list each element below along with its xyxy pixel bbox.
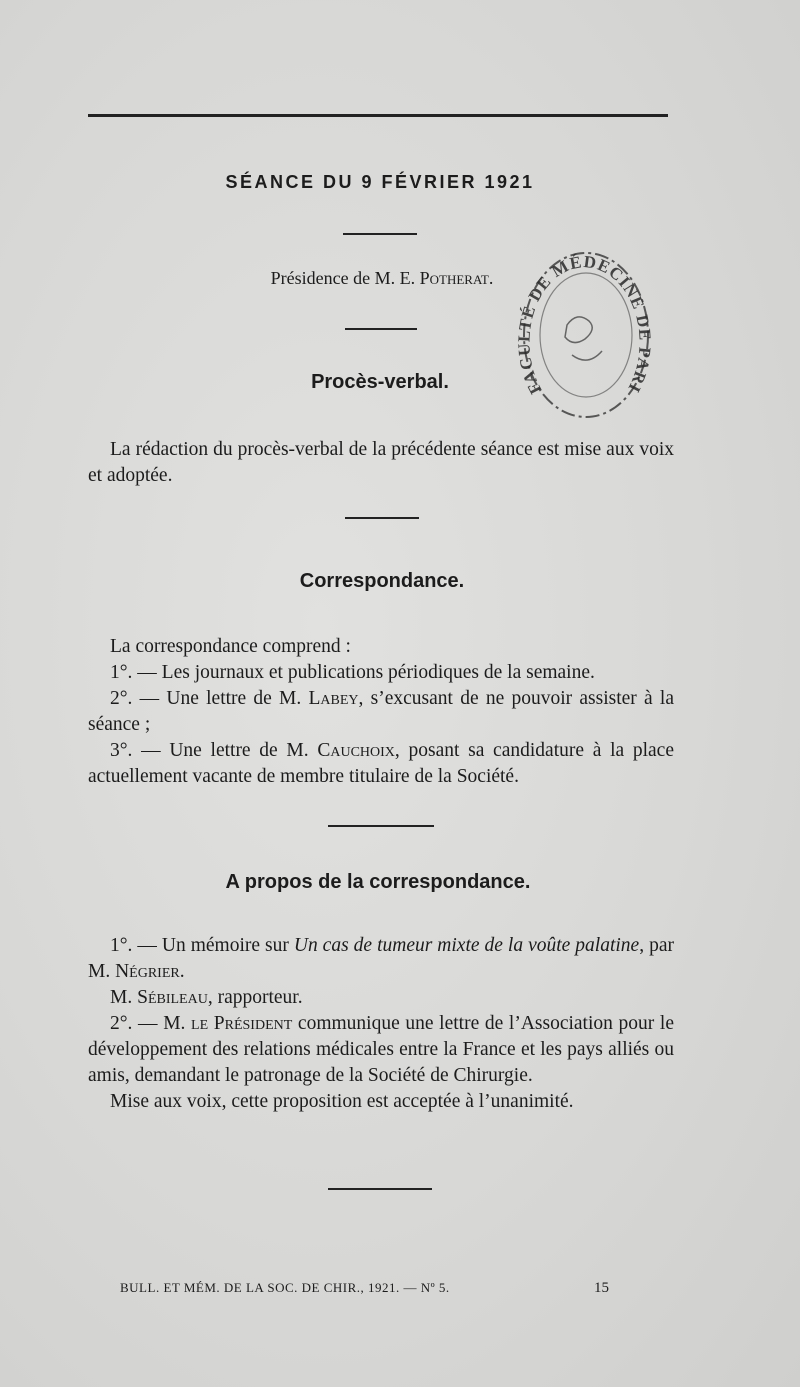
memoir-title: Un cas de tumeur mixte de la voûte palatine [293, 935, 640, 956]
a-propos-closing: Mise aux voix, cette proposition est acceptée à l’unanimité. [110, 1091, 574, 1112]
page-number: 15 [594, 1280, 609, 1296]
separator-rule [345, 328, 417, 330]
a-propos-item-2 [88, 1011, 674, 1089]
presidency-prefix: Présidence de M. E. [270, 268, 420, 288]
memoir-author: Négrier [115, 961, 180, 982]
president-name: Potherat [419, 268, 489, 288]
correspondance-heading: Correspondance. [299, 570, 465, 592]
separator-rule [328, 1188, 432, 1190]
rapporteur-prefix: M. [110, 987, 138, 1008]
item-2-prefix: 2°. — Une lettre de M. [110, 688, 309, 709]
item-3-prefix: 3°. — Une lettre de M. [110, 740, 318, 761]
rapporteur-line [88, 985, 674, 1011]
separator-rule [328, 825, 434, 827]
item-2b-prefix: 2°. — M. [110, 1013, 192, 1034]
top-rule [88, 114, 668, 117]
correspondance-paragraph [88, 634, 674, 790]
correspondance-item-1: 1°. — Les journaux et publications périodiques de la semaine. [110, 662, 595, 683]
correspondance-item-3 [88, 738, 674, 790]
stamp-graphic [512, 240, 662, 430]
session-title: SÉANCE DU 9 FÉVRIER 1921 [225, 172, 535, 192]
item-1-end: . [179, 961, 185, 982]
item-1-middle: , par M. [88, 935, 674, 982]
item-1-prefix: 1°. — Un mémoire sur [110, 935, 294, 956]
a-propos-heading: A propos de la correspondance. [225, 871, 531, 893]
stamp-text: FACULTÉ DE MÉDECINE DE PARI [514, 252, 655, 398]
rapporteur-suffix: , rapporteur. [207, 987, 303, 1008]
proces-verbal-paragraph [88, 437, 674, 489]
item-2-suffix: , s’excusant de ne pouvoir assister à la séance ; [88, 688, 674, 735]
item-2b-suffix: communique une lettre de l’Association pour le développement des relations médicales entre la France et les pays alliés ou amis, demandant le patronage de la Société de Chirurgie. [88, 1013, 674, 1086]
item-3-suffix: , posant sa candidature à la place actuellement vacante de membre titulaire de la Société. [88, 740, 674, 787]
correspondance-item-2 [88, 686, 674, 738]
footer-citation: BULL. ET MÉM. DE LA SOC. DE CHIR., 1921. — Nº 5. [120, 1280, 450, 1295]
library-stamp [512, 240, 662, 430]
rapporteur-name: Sébileau [137, 987, 208, 1008]
correspondance-intro: La correspondance comprend : [110, 636, 351, 657]
presidency-suffix: . [488, 268, 494, 288]
president-title: le Président [191, 1013, 293, 1034]
proces-verbal-heading: Procès-verbal. [311, 371, 449, 393]
separator-rule [343, 233, 417, 235]
a-propos-paragraph [88, 933, 674, 1115]
proces-verbal-text: La rédaction du procès-verbal de la précédente séance est mise aux voix et adoptée. [88, 439, 674, 486]
a-propos-item-1 [88, 933, 674, 985]
separator-rule [345, 517, 419, 519]
item-3-name: Cauchoix [317, 740, 395, 761]
item-2-name: Labey [308, 688, 359, 709]
